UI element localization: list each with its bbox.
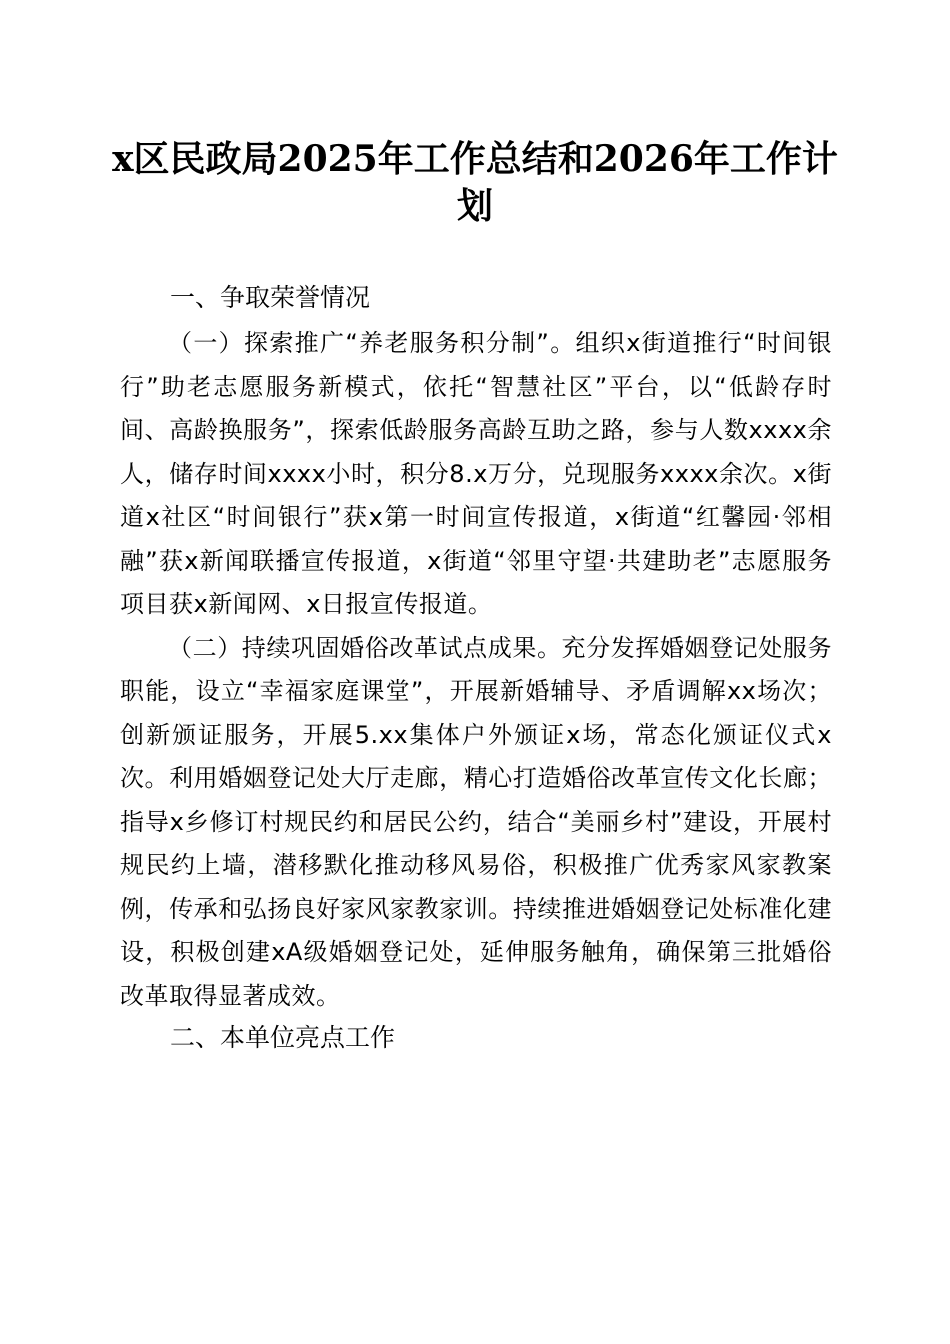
- section-heading-1: 一、争取荣誉情况: [170, 283, 371, 312]
- paragraph-2-lead: （二）持续巩固婚俗改革试点成果。: [168, 633, 562, 662]
- section-heading-2: 二、本单位亮点工作: [170, 1023, 396, 1052]
- paragraph-2: [120, 627, 832, 1019]
- paragraph-1: [120, 322, 832, 627]
- document-title: x区民政局2025年工作总结和2026年工作计划: [112, 138, 838, 227]
- paragraph-1-text: 组织x街道推行“时间银行”助老志愿服务新模式，依托“智慧社区”平台，以“低龄存时间、高龄换服务”，探索低龄服务高龄互助之路，参与人数xxxx余人，储存时间xxxx小时，积分8.x万分，兑现服务xxxx余次。x街道x社区“时间银行”获x第一时间宣传报道，x街道“红馨园·邻相融”获x新闻联播宣传报道，x街道“邻里守望·共建助老”志愿服务项目获x新闻网、x日报宣传报道。: [120, 329, 832, 618]
- document-body: [120, 280, 832, 1062]
- paragraph-2-text: 充分发挥婚姻登记处服务职能，设立“幸福家庭课堂”，开展新婚辅导、矛盾调解xx场次；创新颁证服务，开展5.xx集体户外颁证x场，常态化颁证仪式x次。利用婚姻登记处大厅走廊，精心打造婚俗改革宣传文化长廊；指导x乡修订村规民约和居民公约，结合“美丽乡村”建设，开展村规民约上墙，潜移默化推动移风易俗，积极推广优秀家风家教案例，传承和弘扬良好家风家教家训。持续推进婚姻登记处标准化建设，积极创建xA级婚姻登记处，延伸服务触角，确保第三批婚俗改革取得显著成效。: [120, 633, 833, 1010]
- paragraph-1-lead: （一）探索推广“养老服务积分制”。: [168, 329, 576, 357]
